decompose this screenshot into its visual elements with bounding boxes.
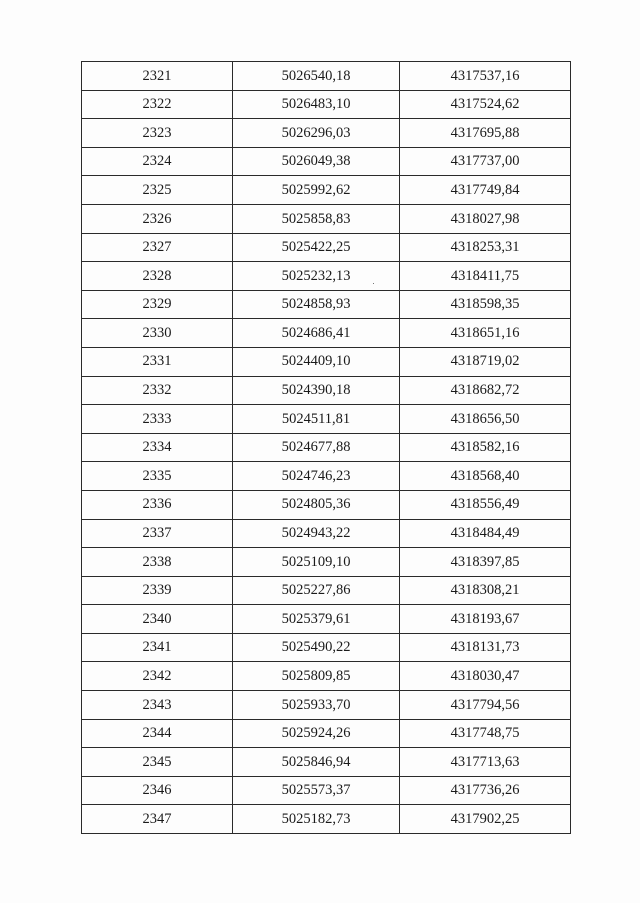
point-number-cell: 2329 (82, 290, 233, 319)
table-row (82, 405, 571, 434)
point-number-cell: 2333 (82, 405, 233, 434)
table-row (82, 662, 571, 691)
point-number-cell: 2339 (82, 576, 233, 605)
x-coordinate-cell: 5025573,37 (233, 776, 400, 805)
table-row (82, 347, 571, 376)
y-coordinate-cell: 4318027,98 (400, 204, 571, 233)
y-coordinate-cell: 4318651,16 (400, 319, 571, 348)
y-coordinate-cell: 4318598,35 (400, 290, 571, 319)
y-coordinate-cell: 4317902,25 (400, 805, 571, 834)
x-coordinate-cell: 5025846,94 (233, 748, 400, 777)
point-number-cell: 2326 (82, 204, 233, 233)
y-coordinate-cell: 4318411,75 (400, 262, 571, 291)
y-coordinate-cell: 4317794,56 (400, 691, 571, 720)
y-coordinate-cell: 4317695,88 (400, 119, 571, 148)
table-row (82, 204, 571, 233)
point-number-cell: 2343 (82, 691, 233, 720)
table-row (82, 776, 571, 805)
y-coordinate-cell: 4318397,85 (400, 548, 571, 577)
point-number-cell: 2328 (82, 262, 233, 291)
x-coordinate-cell: 5024409,10 (233, 347, 400, 376)
x-coordinate-cell: 5025924,26 (233, 719, 400, 748)
x-coordinate-cell: 5024677,88 (233, 433, 400, 462)
table-row (82, 691, 571, 720)
point-number-cell: 2342 (82, 662, 233, 691)
point-number-cell: 2327 (82, 233, 233, 262)
point-number-cell: 2341 (82, 633, 233, 662)
table-row (82, 548, 571, 577)
x-coordinate-cell: 5024746,23 (233, 462, 400, 491)
point-number-cell: 2334 (82, 433, 233, 462)
point-number-cell: 2325 (82, 176, 233, 205)
y-coordinate-cell: 4317749,84 (400, 176, 571, 205)
y-coordinate-cell: 4318030,47 (400, 662, 571, 691)
y-coordinate-cell: 4318131,73 (400, 633, 571, 662)
x-coordinate-cell: 5025422,25 (233, 233, 400, 262)
y-coordinate-cell: 4317713,63 (400, 748, 571, 777)
point-number-cell: 2332 (82, 376, 233, 405)
y-coordinate-cell: 4318484,49 (400, 519, 571, 548)
table-row (82, 262, 571, 291)
table-row (82, 319, 571, 348)
x-coordinate-cell: 5024943,22 (233, 519, 400, 548)
table-row (82, 576, 571, 605)
table-row (82, 176, 571, 205)
scan-speck (373, 283, 374, 284)
point-number-cell: 2323 (82, 119, 233, 148)
point-number-cell: 2338 (82, 548, 233, 577)
point-number-cell: 2337 (82, 519, 233, 548)
y-coordinate-cell: 4318656,50 (400, 405, 571, 434)
x-coordinate-cell: 5024805,36 (233, 490, 400, 519)
y-coordinate-cell: 4318719,02 (400, 347, 571, 376)
y-coordinate-cell: 4318308,21 (400, 576, 571, 605)
point-number-cell: 2330 (82, 319, 233, 348)
x-coordinate-cell: 5026483,10 (233, 90, 400, 119)
point-number-cell: 2335 (82, 462, 233, 491)
x-coordinate-cell: 5026049,38 (233, 147, 400, 176)
table-row (82, 748, 571, 777)
x-coordinate-cell: 5025109,10 (233, 548, 400, 577)
point-number-cell: 2322 (82, 90, 233, 119)
table-row (82, 805, 571, 834)
table-row (82, 433, 571, 462)
y-coordinate-cell: 4318568,40 (400, 462, 571, 491)
point-number-cell: 2346 (82, 776, 233, 805)
table-row (82, 119, 571, 148)
table-row (82, 633, 571, 662)
point-number-cell: 2336 (82, 490, 233, 519)
coordinates-table-body (82, 62, 571, 834)
x-coordinate-cell: 5025379,61 (233, 605, 400, 634)
x-coordinate-cell: 5025809,85 (233, 662, 400, 691)
x-coordinate-cell: 5024686,41 (233, 319, 400, 348)
point-number-cell: 2347 (82, 805, 233, 834)
table-row (82, 147, 571, 176)
point-number-cell: 2340 (82, 605, 233, 634)
y-coordinate-cell: 4318682,72 (400, 376, 571, 405)
y-coordinate-cell: 4317537,16 (400, 62, 571, 91)
table-row (82, 519, 571, 548)
table-row (82, 376, 571, 405)
point-number-cell: 2345 (82, 748, 233, 777)
y-coordinate-cell: 4318582,16 (400, 433, 571, 462)
table-row (82, 719, 571, 748)
x-coordinate-cell: 5025232,13 (233, 262, 400, 291)
y-coordinate-cell: 4317736,26 (400, 776, 571, 805)
y-coordinate-cell: 4318253,31 (400, 233, 571, 262)
x-coordinate-cell: 5025182,73 (233, 805, 400, 834)
x-coordinate-cell: 5026296,03 (233, 119, 400, 148)
table-row (82, 90, 571, 119)
x-coordinate-cell: 5025858,83 (233, 204, 400, 233)
x-coordinate-cell: 5025933,70 (233, 691, 400, 720)
y-coordinate-cell: 4317748,75 (400, 719, 571, 748)
x-coordinate-cell: 5024390,18 (233, 376, 400, 405)
coordinates-table (81, 61, 571, 834)
y-coordinate-cell: 4317737,00 (400, 147, 571, 176)
point-number-cell: 2331 (82, 347, 233, 376)
table-row (82, 462, 571, 491)
table-row (82, 62, 571, 91)
table-row (82, 605, 571, 634)
x-coordinate-cell: 5025227,86 (233, 576, 400, 605)
y-coordinate-cell: 4317524,62 (400, 90, 571, 119)
y-coordinate-cell: 4318193,67 (400, 605, 571, 634)
table-row (82, 490, 571, 519)
table-row (82, 233, 571, 262)
point-number-cell: 2324 (82, 147, 233, 176)
table-row (82, 290, 571, 319)
x-coordinate-cell: 5025992,62 (233, 176, 400, 205)
x-coordinate-cell: 5026540,18 (233, 62, 400, 91)
x-coordinate-cell: 5025490,22 (233, 633, 400, 662)
point-number-cell: 2321 (82, 62, 233, 91)
x-coordinate-cell: 5024858,93 (233, 290, 400, 319)
x-coordinate-cell: 5024511,81 (233, 405, 400, 434)
point-number-cell: 2344 (82, 719, 233, 748)
y-coordinate-cell: 4318556,49 (400, 490, 571, 519)
